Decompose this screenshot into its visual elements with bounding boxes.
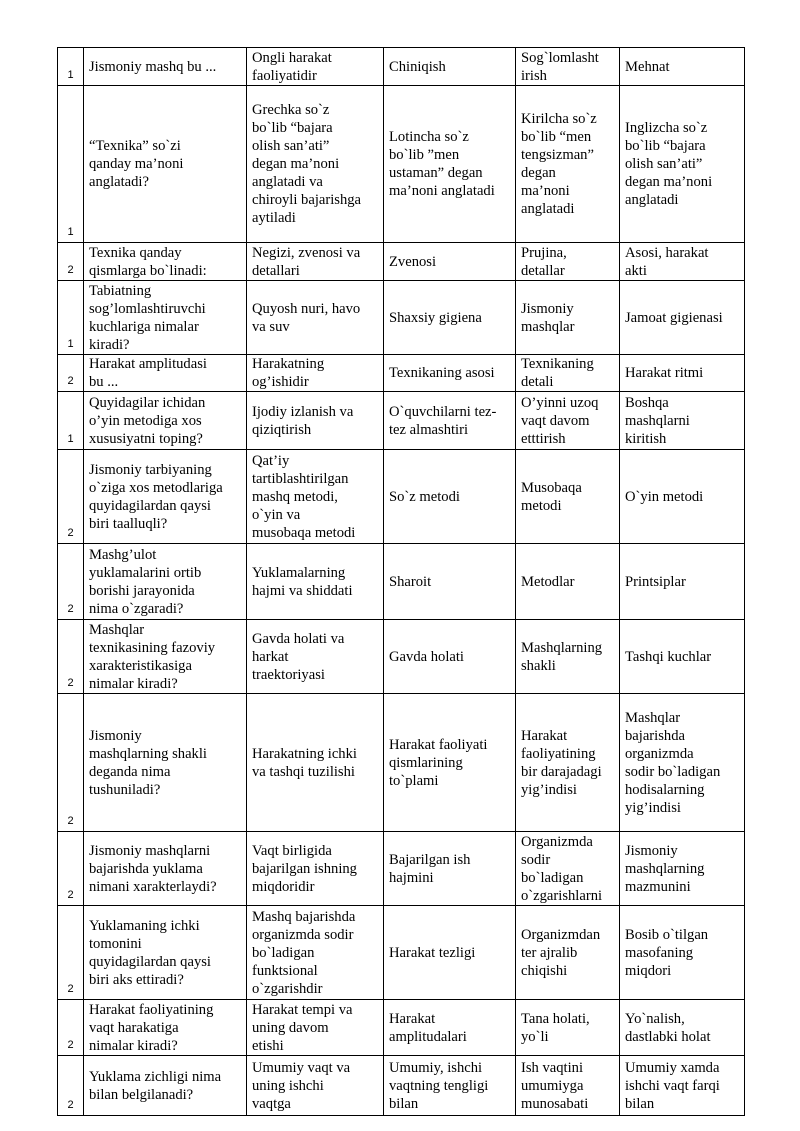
- answer-b-cell: Bajarilgan ish hajmini: [384, 832, 516, 906]
- answer-b-cell: Chiniqish: [384, 48, 516, 86]
- answer-d-cell: O`yin metodi: [620, 450, 745, 544]
- answer-d-cell: Jamoat gigienasi: [620, 281, 745, 355]
- question-cell: Quyidagilar ichidan o’yin metodiga xos xususiyatni toping?: [84, 392, 247, 450]
- table-row: [58, 243, 745, 281]
- answer-c-cell: Musobaqa metodi: [516, 450, 620, 544]
- question-cell: Yuklamaning ichki tomonini quyidagilardan qaysi biri aks ettiradi?: [84, 906, 247, 1000]
- answer-a-cell: Vaqt birligida bajarilgan ishning miqdoridir: [247, 832, 384, 906]
- answer-b-cell: Gavda holati: [384, 620, 516, 694]
- question-cell: Harakat faoliyatining vaqt harakatiga nimalar kiradi?: [84, 1000, 247, 1056]
- question-cell: Harakat amplitudasi bu ...: [84, 355, 247, 392]
- answer-c-cell: Jismoniy mashqlar: [516, 281, 620, 355]
- answer-b-cell: Harakat faoliyati qismlarining to`plami: [384, 694, 516, 832]
- answer-d-cell: Harakat ritmi: [620, 355, 745, 392]
- question-number: 2: [58, 1000, 84, 1056]
- answer-c-cell: Texnikaning detali: [516, 355, 620, 392]
- answer-d-cell: Mashqlar bajarishda organizmda sodir bo`ladigan hodisalarning yig’indisi: [620, 694, 745, 832]
- question-number: 2: [58, 355, 84, 392]
- answer-a-cell: Harakat tempi va uning davom etishi: [247, 1000, 384, 1056]
- answer-c-cell: Organizmdan ter ajralib chiqishi: [516, 906, 620, 1000]
- question-cell: Mashg’ulot yuklamalarini ortib borishi jarayonida nima o`zgaradi?: [84, 544, 247, 620]
- question-number: 2: [58, 694, 84, 832]
- document-page: [57, 47, 744, 1116]
- table-row: [58, 694, 745, 832]
- answer-a-cell: Quyosh nuri, havo va suv: [247, 281, 384, 355]
- question-cell: Jismoniy mashqlarni bajarishda yuklama nimani xarakterlaydi?: [84, 832, 247, 906]
- question-cell: Tabiatning sog’lomlashtiruvchi kuchlariga nimalar kiradi?: [84, 281, 247, 355]
- answer-a-cell: Mashq bajarishda organizmda sodir bo`ladigan funktsional o`zgarishdir: [247, 906, 384, 1000]
- question-cell: Texnika qanday qismlarga bo`linadi:: [84, 243, 247, 281]
- quiz-table-body: [58, 48, 745, 1116]
- answer-d-cell: Boshqa mashqlarni kiritish: [620, 392, 745, 450]
- answer-d-cell: Printsiplar: [620, 544, 745, 620]
- question-number: 2: [58, 620, 84, 694]
- question-cell: Jismoniy mashqlarning shakli deganda nima tushuniladi?: [84, 694, 247, 832]
- question-cell: Jismoniy mashq bu ...: [84, 48, 247, 86]
- answer-a-cell: Ongli harakat faoliyatidir: [247, 48, 384, 86]
- table-row: [58, 832, 745, 906]
- answer-d-cell: Inglizcha so`z bo`lib “bajara olish san’ati” degan ma’noni anglatadi: [620, 86, 745, 243]
- answer-b-cell: Lotincha so`z bo`lib ”men ustaman” degan ma’noni anglatadi: [384, 86, 516, 243]
- answer-c-cell: Mashqlarning shakli: [516, 620, 620, 694]
- table-row: [58, 450, 745, 544]
- table-row: [58, 48, 745, 86]
- answer-c-cell: Ish vaqtini umumiyga munosabati: [516, 1056, 620, 1116]
- table-row: [58, 392, 745, 450]
- question-number: 1: [58, 86, 84, 243]
- table-row: [58, 86, 745, 243]
- answer-b-cell: O`quvchilarni tez- tez almashtiri: [384, 392, 516, 450]
- answer-d-cell: Jismoniy mashqlarning mazmunini: [620, 832, 745, 906]
- table-row: [58, 1056, 745, 1116]
- answer-c-cell: Tana holati, yo`li: [516, 1000, 620, 1056]
- answer-c-cell: Prujina, detallar: [516, 243, 620, 281]
- answer-a-cell: Umumiy vaqt va uning ishchi vaqtga: [247, 1056, 384, 1116]
- answer-a-cell: Harakatning ichki va tashqi tuzilishi: [247, 694, 384, 832]
- question-cell: Mashqlar texnikasining fazoviy xarakteristikasiga nimalar kiradi?: [84, 620, 247, 694]
- answer-b-cell: Harakat tezligi: [384, 906, 516, 1000]
- table-row: [58, 620, 745, 694]
- answer-c-cell: Organizmda sodir bo`ladigan o`zgarishlarni: [516, 832, 620, 906]
- answer-c-cell: Metodlar: [516, 544, 620, 620]
- table-row: [58, 281, 745, 355]
- answer-a-cell: Grechka so`z bo`lib “bajara olish san’ati” degan ma’noni anglatadi va chiroyli bajarishga aytiladi: [247, 86, 384, 243]
- question-number: 2: [58, 243, 84, 281]
- table-row: [58, 906, 745, 1000]
- answer-b-cell: Texnikaning asosi: [384, 355, 516, 392]
- question-cell: Yuklama zichligi nima bilan belgilanadi?: [84, 1056, 247, 1116]
- answer-d-cell: Tashqi kuchlar: [620, 620, 745, 694]
- table-row: [58, 1000, 745, 1056]
- answer-c-cell: Kirilcha so`z bo`lib “men tengsizman” degan ma’noni anglatadi: [516, 86, 620, 243]
- question-number: 1: [58, 48, 84, 86]
- answer-a-cell: Gavda holati va harkat traektoriyasi: [247, 620, 384, 694]
- answer-b-cell: Harakat amplitudalari: [384, 1000, 516, 1056]
- answer-d-cell: Mehnat: [620, 48, 745, 86]
- answer-a-cell: Ijodiy izlanish va qiziqtirish: [247, 392, 384, 450]
- question-number: 1: [58, 392, 84, 450]
- question-number: 2: [58, 544, 84, 620]
- answer-a-cell: Qat’iy tartiblashtirilgan mashq metodi, o`yin va musobaqa metodi: [247, 450, 384, 544]
- answer-b-cell: Shaxsiy gigiena: [384, 281, 516, 355]
- answer-d-cell: Bosib o`tilgan masofaning miqdori: [620, 906, 745, 1000]
- answer-b-cell: So`z metodi: [384, 450, 516, 544]
- answer-c-cell: Sog`lomlasht irish: [516, 48, 620, 86]
- question-cell: “Texnika” so`zi qanday ma’noni anglatadi?: [84, 86, 247, 243]
- answer-b-cell: Umumiy, ishchi vaqtning tengligi bilan: [384, 1056, 516, 1116]
- table-row: [58, 544, 745, 620]
- answer-a-cell: Harakatning og’ishidir: [247, 355, 384, 392]
- table-row: [58, 355, 745, 392]
- answer-d-cell: Yo`nalish, dastlabki holat: [620, 1000, 745, 1056]
- question-number: 1: [58, 281, 84, 355]
- question-number: 2: [58, 832, 84, 906]
- answer-c-cell: O’yinni uzoq vaqt davom etttirish: [516, 392, 620, 450]
- quiz-table: [57, 47, 745, 1116]
- answer-d-cell: Umumiy xamda ishchi vaqt farqi bilan: [620, 1056, 745, 1116]
- answer-a-cell: Negizi, zvenosi va detallari: [247, 243, 384, 281]
- question-number: 2: [58, 906, 84, 1000]
- answer-b-cell: Sharoit: [384, 544, 516, 620]
- question-number: 2: [58, 450, 84, 544]
- answer-d-cell: Asosi, harakat akti: [620, 243, 745, 281]
- question-cell: Jismoniy tarbiyaning o`ziga xos metodlariga quyidagilardan qaysi biri taalluqli?: [84, 450, 247, 544]
- question-number: 2: [58, 1056, 84, 1116]
- answer-b-cell: Zvenosi: [384, 243, 516, 281]
- answer-c-cell: Harakat faoliyatining bir darajadagi yig’indisi: [516, 694, 620, 832]
- answer-a-cell: Yuklamalarning hajmi va shiddati: [247, 544, 384, 620]
